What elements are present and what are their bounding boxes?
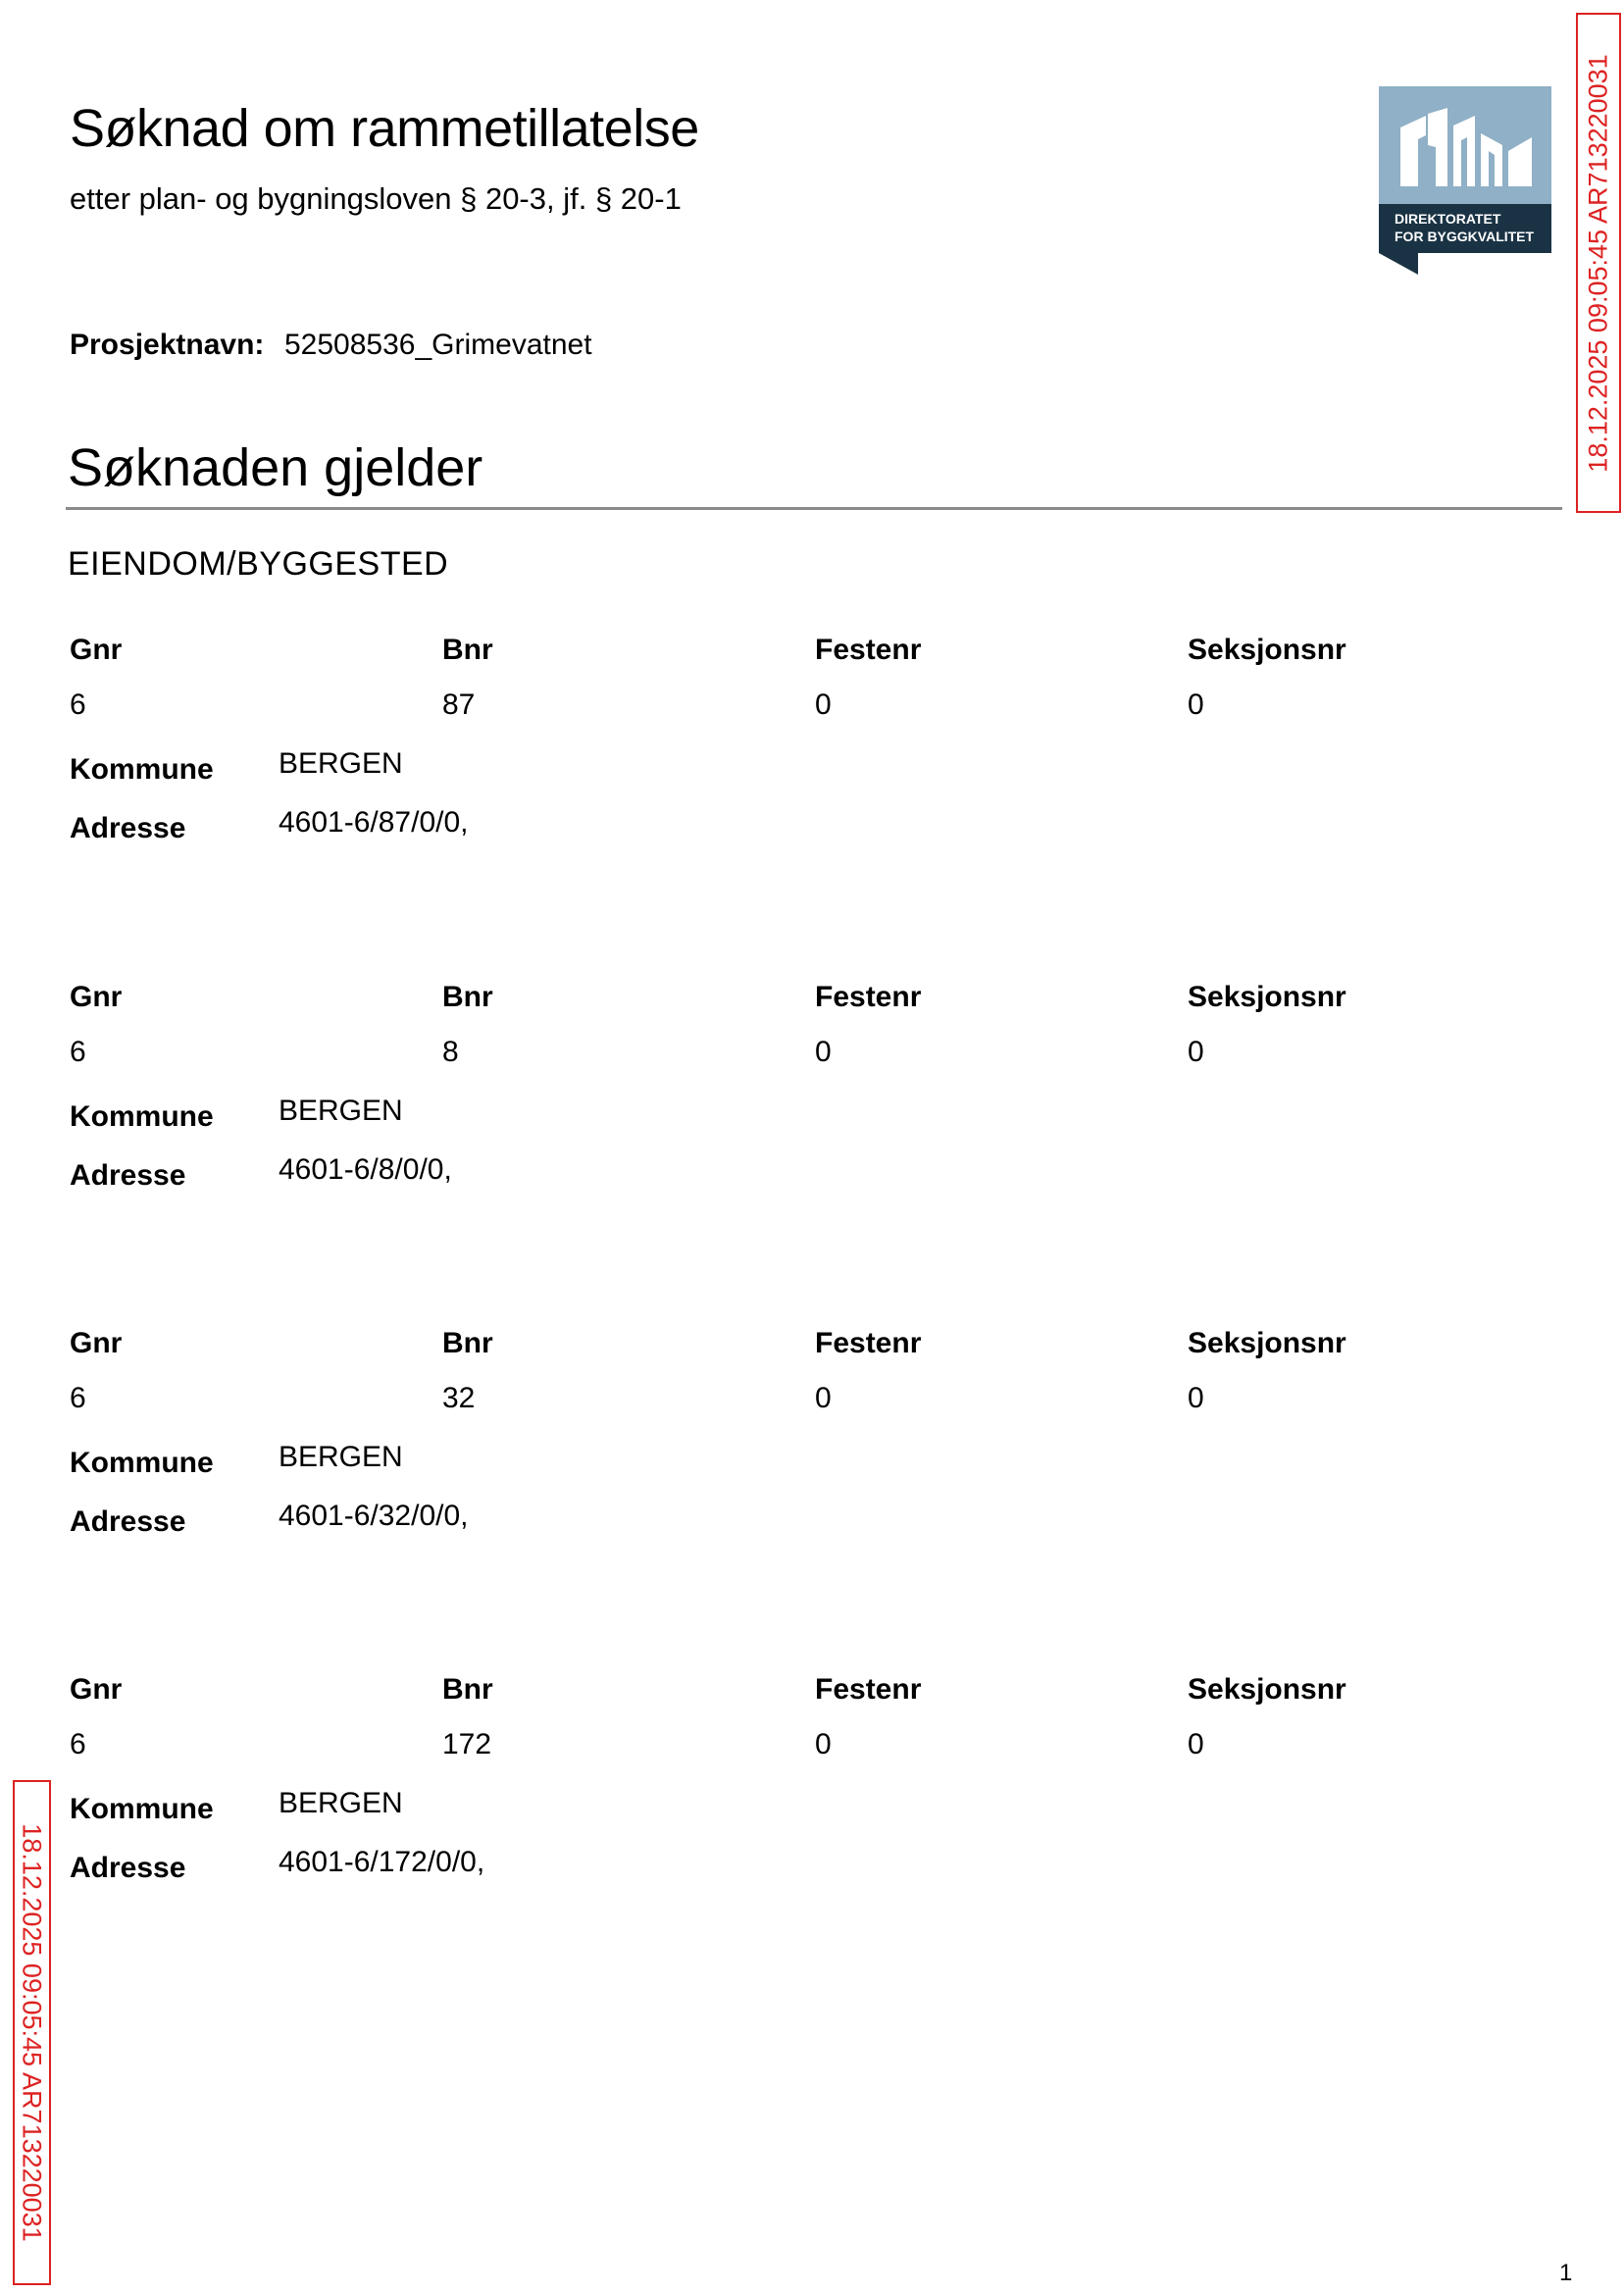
- gnr-value: 6: [70, 1728, 86, 1760]
- document-subtitle: etter plan- og bygningsloven § 20-3, jf. § 20-1: [70, 181, 682, 216]
- seksjonsnr-value: 0: [1188, 688, 1204, 721]
- festenr-value: 0: [815, 1382, 832, 1414]
- festenr-value: 0: [815, 1728, 832, 1760]
- kommune-label: Kommune: [70, 1793, 214, 1825]
- adresse-row: [70, 800, 1492, 859]
- kommune-value: BERGEN: [279, 747, 403, 780]
- kommune-label: Kommune: [70, 753, 214, 786]
- kommune-value: BERGEN: [279, 1787, 403, 1819]
- festenr-value: 0: [815, 1036, 832, 1068]
- gnr-value: 6: [70, 688, 86, 721]
- page-number: 1: [1559, 2260, 1573, 2286]
- receipt-stamp-top: [1576, 13, 1621, 513]
- subsection-title: EIENDOM/BYGGESTED: [68, 545, 449, 583]
- gnr-label: Gnr: [70, 634, 123, 666]
- kommune-label: Kommune: [70, 1100, 214, 1133]
- seksjonsnr-value: 0: [1188, 1728, 1204, 1760]
- kommune-row: [70, 1435, 1492, 1494]
- adresse-label: Adresse: [70, 1852, 186, 1884]
- adresse-row: [70, 1494, 1492, 1553]
- kommune-label: Kommune: [70, 1447, 214, 1479]
- festenr-value: 0: [815, 688, 832, 721]
- property-block: [70, 1327, 1492, 1553]
- project-row: [70, 329, 592, 362]
- adresse-row: [70, 1147, 1492, 1206]
- receipt-stamp-bottom: [13, 1780, 51, 2285]
- receipt-stamp-text: 18.12.2025 09:05:45 AR713220031: [18, 1823, 47, 2242]
- gnr-value: 6: [70, 1382, 86, 1414]
- project-value: 52508536_Grimevatnet: [284, 329, 592, 361]
- festenr-label: Festenr: [815, 634, 922, 666]
- logo-line-2: FOR BYGGKVALITET: [1395, 229, 1535, 244]
- kommune-value: BERGEN: [279, 1441, 403, 1473]
- seksjonsnr-label: Seksjonsnr: [1188, 1327, 1346, 1359]
- bnr-value: 8: [442, 1036, 459, 1068]
- dibk-logo: [1379, 86, 1551, 275]
- seksjonsnr-value: 0: [1188, 1036, 1204, 1068]
- property-block: [70, 634, 1492, 859]
- project-label: Prosjektnavn:: [70, 329, 265, 361]
- adresse-label: Adresse: [70, 1159, 186, 1192]
- seksjonsnr-label: Seksjonsnr: [1188, 1673, 1346, 1706]
- festenr-label: Festenr: [815, 981, 922, 1013]
- section-divider: [66, 507, 1562, 510]
- bnr-label: Bnr: [442, 981, 493, 1013]
- bnr-label: Bnr: [442, 1673, 493, 1706]
- section-title: Søknaden gjelder: [68, 438, 483, 497]
- gnr-label: Gnr: [70, 1673, 123, 1706]
- kommune-row: [70, 741, 1492, 800]
- bnr-label: Bnr: [442, 1327, 493, 1359]
- gnr-label: Gnr: [70, 1327, 123, 1359]
- adresse-label: Adresse: [70, 812, 186, 844]
- bnr-value: 87: [442, 688, 476, 721]
- adresse-label: Adresse: [70, 1505, 186, 1538]
- seksjonsnr-label: Seksjonsnr: [1188, 634, 1346, 666]
- logo-line-1: DIREKTORATET: [1395, 211, 1501, 227]
- festenr-label: Festenr: [815, 1673, 922, 1706]
- kommune-row: [70, 1089, 1492, 1147]
- adresse-value: 4601-6/32/0/0,: [279, 1500, 469, 1532]
- adresse-value: 4601-6/172/0/0,: [279, 1846, 485, 1878]
- property-block: [70, 981, 1492, 1206]
- property-block: [70, 1673, 1492, 1899]
- adresse-value: 4601-6/87/0/0,: [279, 806, 469, 839]
- bnr-value: 172: [442, 1728, 492, 1760]
- seksjonsnr-value: 0: [1188, 1382, 1204, 1414]
- festenr-label: Festenr: [815, 1327, 922, 1359]
- document-title: Søknad om rammetillatelse: [70, 99, 699, 158]
- adresse-value: 4601-6/8/0/0,: [279, 1153, 452, 1186]
- bnr-value: 32: [442, 1382, 476, 1414]
- kommune-value: BERGEN: [279, 1095, 403, 1127]
- receipt-stamp-text: 18.12.2025 09:05:45 AR713220031: [1583, 53, 1613, 473]
- gnr-value: 6: [70, 1036, 86, 1068]
- adresse-row: [70, 1840, 1492, 1899]
- bnr-label: Bnr: [442, 634, 493, 666]
- seksjonsnr-label: Seksjonsnr: [1188, 981, 1346, 1013]
- kommune-row: [70, 1781, 1492, 1840]
- gnr-label: Gnr: [70, 981, 123, 1013]
